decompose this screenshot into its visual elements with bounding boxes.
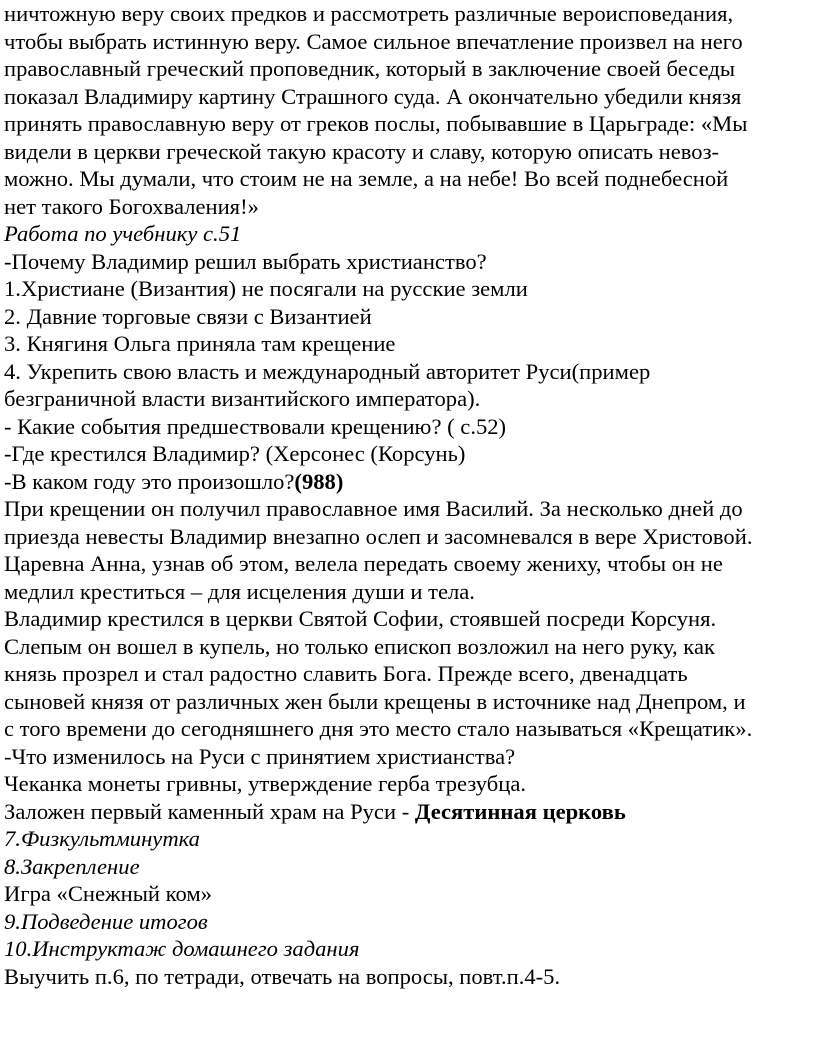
paragraph-line: Слепым он вошел в купель, но только епископ возложил на него руку, как [4, 633, 715, 659]
homework-line: Выучить п.6, по тетради, отвечать на вопросы, повт.п.4-5. [4, 963, 561, 989]
question-year [4, 468, 812, 496]
answer-church [4, 798, 812, 826]
paragraph-line: с того времени до сегодняшнего дня это место стало называться «Крещатик». [4, 716, 753, 741]
paragraph-line: При крещении он получил православное имя Василий. За несколько дней до [4, 496, 743, 521]
paragraph-line: медлил креститься – для исцеления души и тела. [4, 578, 475, 604]
textbook-heading: Работа по учебнику с.51 [4, 221, 242, 246]
document-page [4, 0, 812, 990]
paragraph-line: князь прозрел и стал радостно славить Бога. Прежде всего, двенадцать [4, 661, 688, 686]
reason-item: 4. Укрепить свою власть и международный авторитет Руси(пример [4, 358, 651, 384]
paragraph-line: ничтожную веру своих предков и рассмотреть различные вероисповедания, [4, 1, 734, 26]
paragraph-line: православный греческий проповедник, который в заключение своей беседы [4, 56, 735, 81]
reason-item: 3. Княгиня Ольга приняла там крещение [4, 331, 396, 356]
answer-church-text: Заложен первый каменный храм на Руси - [4, 798, 415, 824]
paragraph-line: чтобы выбрать истинную веру. Самое сильное впечатление произвел на него [4, 28, 743, 54]
question-changes: -Что изменилось на Руси с принятием христианства? [4, 743, 516, 769]
question-where: -Где крестился Владимир? (Херсонес (Корсунь) [4, 441, 466, 466]
answer-coins: Чеканка монеты гривны, утверждение герба трезубца. [4, 771, 527, 796]
question-why: -Почему Владимир решил выбрать христианство? [4, 248, 487, 274]
question-year-text: -В каком году это произошло? [4, 468, 295, 494]
reason-item: 1.Христиане (Византия) не посягали на русские земли [4, 276, 528, 301]
paragraph-line: сыновей князя от различных жен были крещены в источнике над Днепром, и [4, 688, 746, 714]
section-heading-7: 7.Физкультминутка [4, 826, 200, 851]
game-line: Игра «Снежный ком» [4, 881, 212, 906]
answer-church-bold: Десятинная церковь [414, 798, 626, 824]
paragraph-line: видели в церкви греческой такую красоту и славу, которую описать невоз- [4, 138, 720, 164]
paragraph-line: показал Владимиру картину Страшного суда. А окончательно убедили князя [4, 83, 742, 109]
paragraph-line: Владимир крестился в церкви Святой Софии, стоявшей посреди Корсуня. [4, 606, 717, 631]
section-heading-10: 10.Инструктаж домашнего задания [4, 936, 360, 961]
reason-item: 2. Давние торговые связи с Византией [4, 303, 372, 329]
section-heading-9: 9.Подведение итогов [4, 908, 208, 934]
question-year-answer: (988) [294, 468, 344, 494]
paragraph-line: принять православную веру от греков послы, побывавшие в Царьграде: «Мы [4, 111, 748, 136]
section-heading-8: 8.Закрепление [4, 853, 140, 879]
paragraph-line: можно. Мы думали, что стоим не на земле, а на небе! Во всей поднебесной [4, 166, 729, 191]
paragraph-line: Царевна Анна, узнав об этом, велела передать своему жениху, чтобы он не [4, 551, 723, 576]
question-events: - Какие события предшествовали крещению? ( с.52) [4, 413, 507, 439]
paragraph-line: нет такого Богохваления!» [4, 193, 259, 219]
reason-item: безграничной власти византийского императора). [4, 386, 481, 411]
paragraph-line: приезда невесты Владимир внезапно ослеп и засомневался в вере Христовой. [4, 523, 753, 549]
